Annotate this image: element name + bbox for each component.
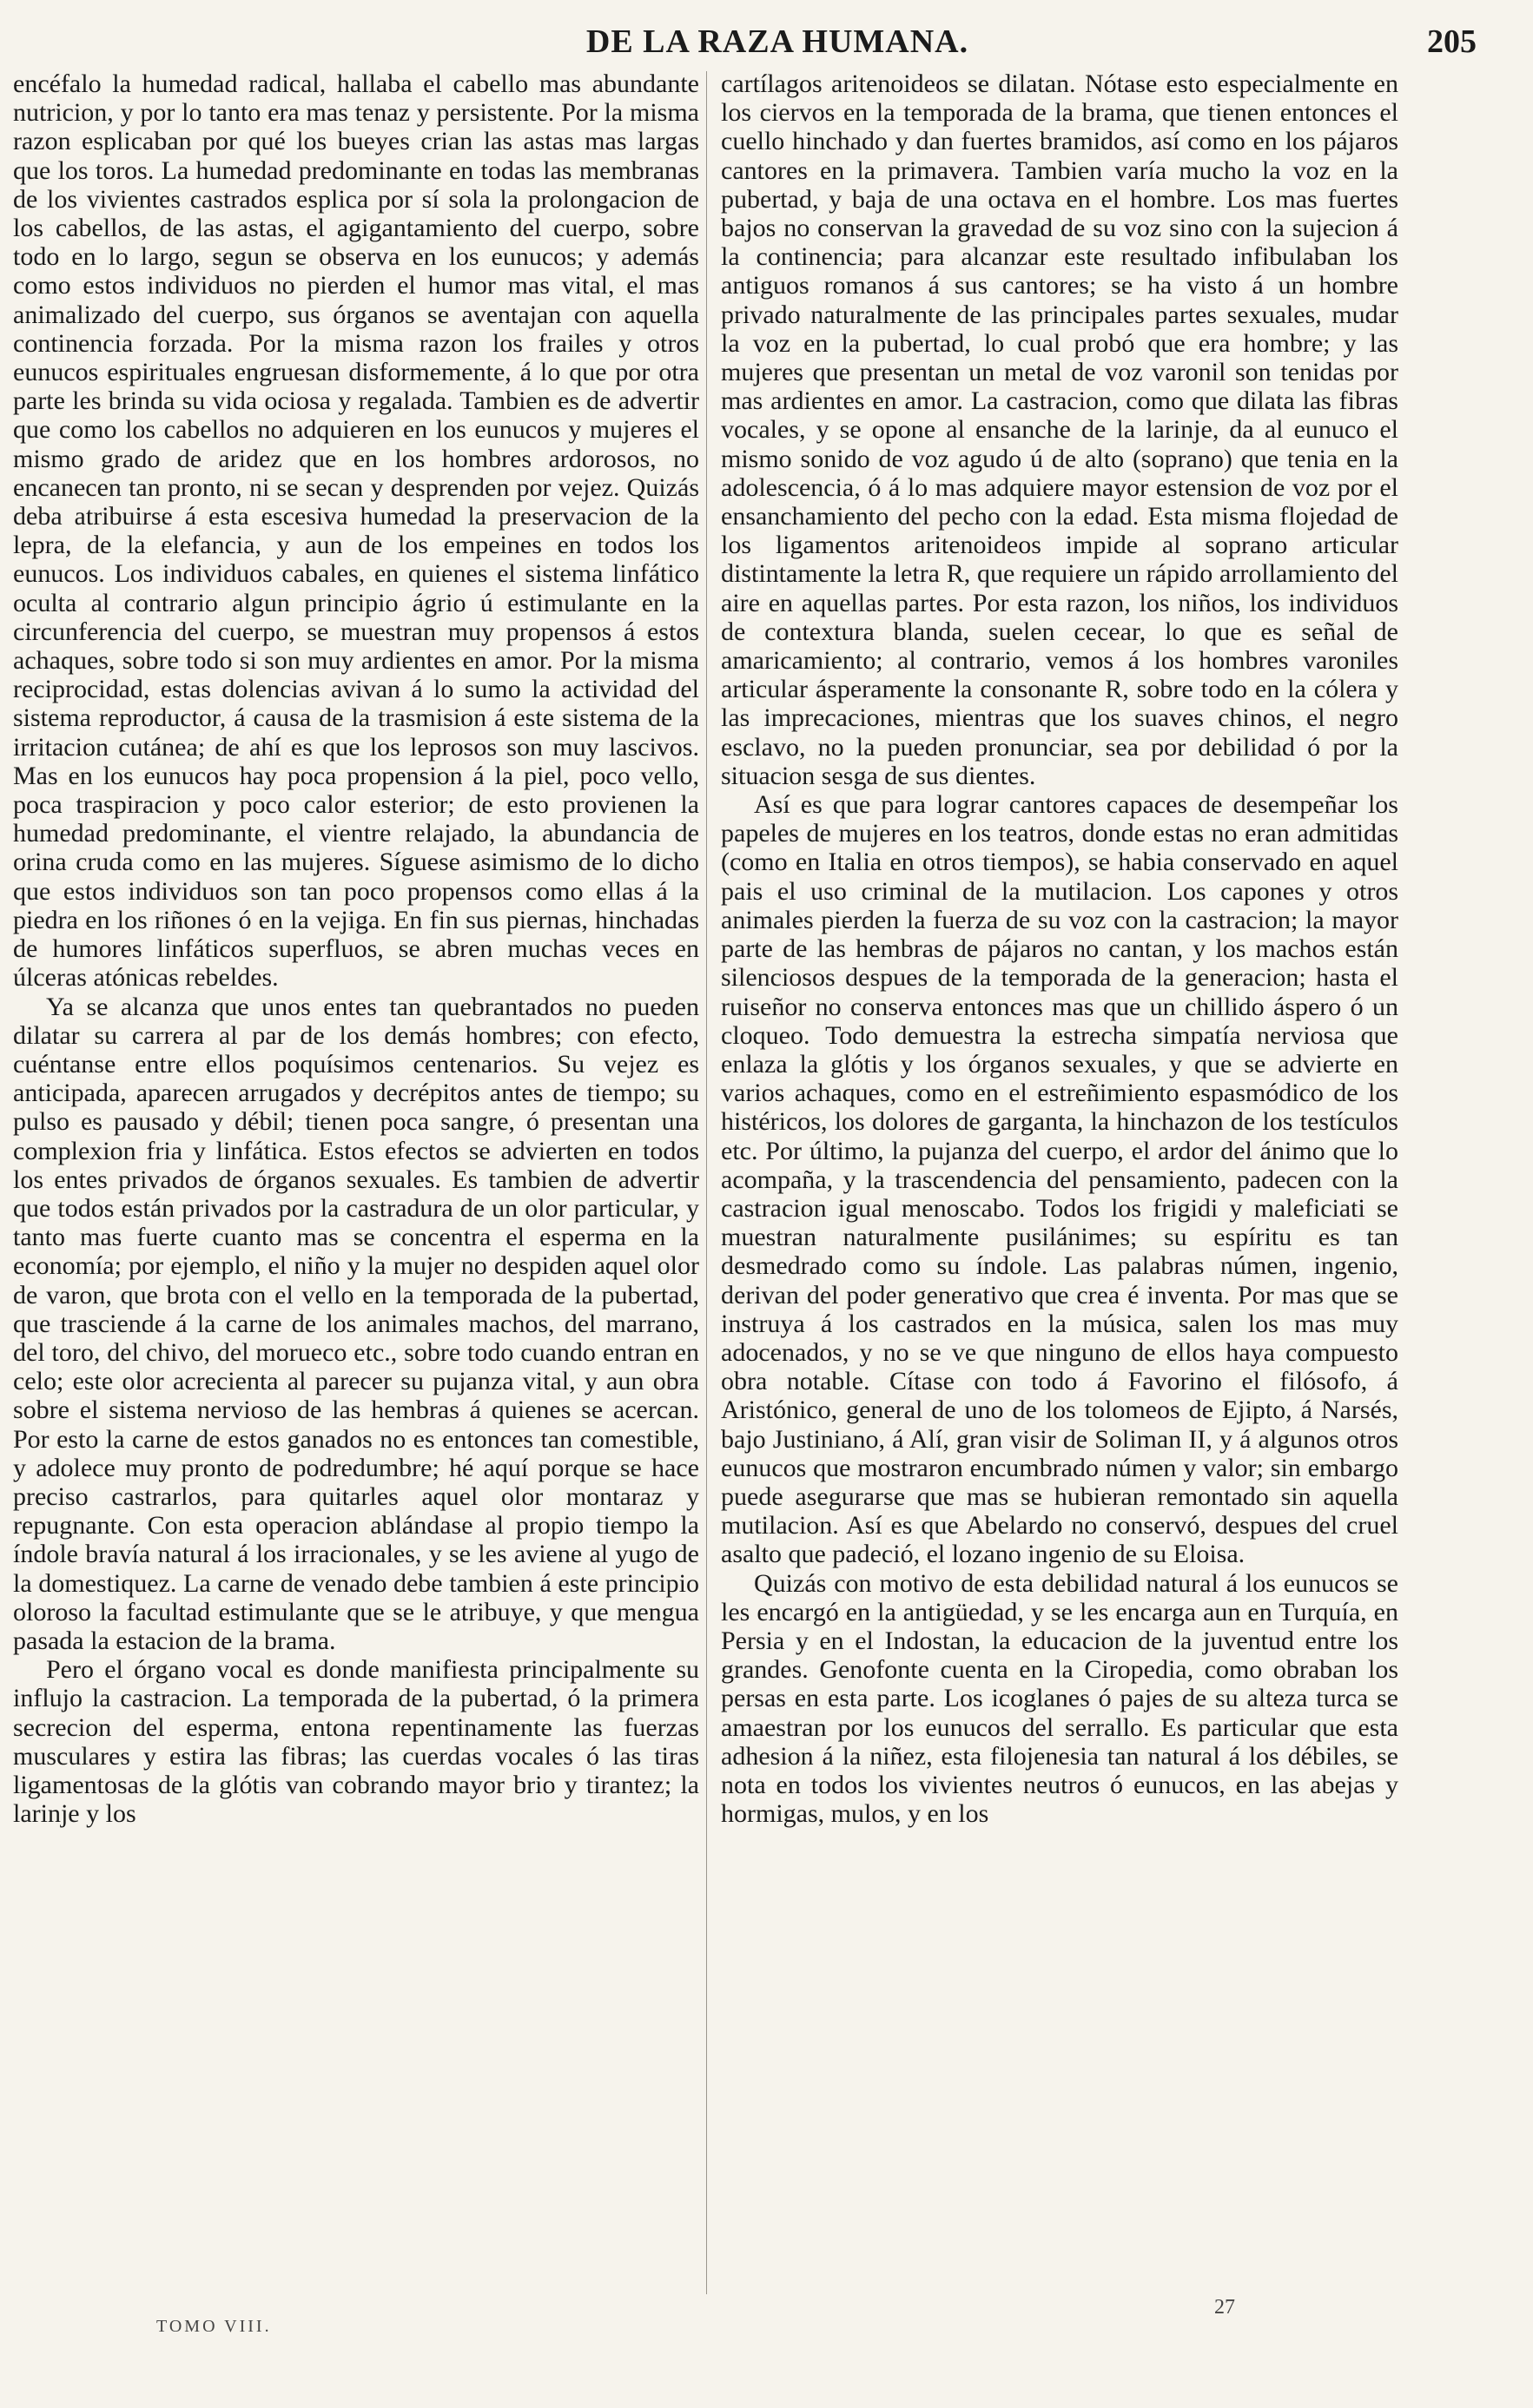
running-title: DE LA RAZA HUMANA. (585, 23, 969, 60)
left-column (13, 69, 699, 2301)
left-paragraph-2: Ya se alcanza que unos entes tan quebrantados no pueden dilatar su carrera al par de los demás hombres; con efecto, cuéntanse entre ellos poquísimos centenarios. Su vejez es anticipada, aparecen arrugados y decrépitos antes de tiempo; su pulso es pausado y débil; tienen poca sangre, ó presentan una complexion fria y linfática. Estos efectos se advierten en todos los entes privados de órganos sexuales. Es tambien de advertir que todos están privados por la castradura de un olor particular, y tanto mas fuerte cuanto mas se concentra el esperma en la economía; por ejemplo, el niño y la mujer no despiden aquel olor de varon, que brota con el vello en la temporada de la pubertad, que trasciende á la carne de los animales machos, del marrano, del toro, del chivo, del morueco etc., sobre todo cuando entran en celo; este olor acrecienta al parecer su pujanza vital, y aun obra sobre el sistema nervioso de las hembras á quienes se acercan. Por esto la carne de estos ganados no es entonces tan comestible, y adolece muy pronto de podredumbre; hé aquí porque se hace preciso castrarlos, para quitarles aquel olor montaraz y repugnante. Con esta operacion ablándase al propio tiempo la índole bravía natural á los irracionales, y se les aviene al yugo de la domestiquez. La carne de venado debe tambien á este principio oloroso la facultad estimulante que se le atribuye, y que mengua pasada la estacion de la brama. (13, 992, 699, 1655)
left-paragraph-1: encéfalo la humedad radical, hallaba el cabello mas abundante nutricion, y por lo tanto era mas tenaz y persistente. Por la misma razon esplicaban por qué los bueyes crian las astas mas largas que los toros. La humedad predominante en todas las membranas de los vivientes castrados esplica por sí sola la prolongacion de los cabellos, de las astas, el agigantamiento del cuerpo, sobre todo en lo largo, segun se observa en los eunucos; y además como estos individuos no pierden el humor mas vital, el mas animalizado del cuerpo, sus órganos se aventajan con aquella continencia forzada. Por la misma razon los frailes y otros eunucos espirituales engruesan disformemente, á lo que por otra parte les brinda su vida ociosa y regalada. Tambien es de advertir que como los cabellos no adquieren en los eunucos y mujeres el mismo grado de aridez que en los hombres ardorosos, no encanecen tan pronto, ni se secan y desprenden por vejez. Quizás deba atribuirse á esta escesiva humedad la preservacion de la lepra, de la elefancia, y aun de los empeines en todos los eunucos. Los individuos cabales, en quienes el sistema linfático oculta al contrario algun principio ágrio ú estimulante en la circunferencia del cuerpo, se muestran muy propensos á estos achaques, sobre todo si son muy ardientes en amor. Por la misma reciprocidad, estas dolencias avivan á lo sumo la actividad del sistema reproductor, á causa de la trasmision á este sistema de la irritacion cutánea; de ahí es que los leprosos son muy lascivos. Mas en los eunucos hay poca propension á la piel, poco vello, poca traspiracion y poco calor esterior; de esto provienen la humedad predominante, el vientre relajado, la abundancia de orina cruda como en las mujeres. Síguese asimismo de lo dicho que estos individuos son tan poco propensos como ellas á la piedra en los riñones ó en la vejiga. En fin sus piernas, hinchadas de humores linfáticos superfluos, se abren muchas veces en úlceras atónicas rebeldes. (13, 69, 699, 993)
right-paragraph-1: cartílagos aritenoideos se dilatan. Nótase esto especialmente en los ciervos en la temporada de la brama, que tienen entonces el cuello hinchado y dan fuertes bramidos, así como en los pájaros cantores en la primavera. Tambien varía mucho la voz en la pubertad, y baja de una octava en el hombre. Los mas fuertes bajos no conservan la gravedad de su voz sino con la sujecion á la continencia; para alcanzar este resultado infibulaban los antiguos romanos á sus cantores; se ha visto á un hombre privado naturalmente de las principales partes sexuales, mudar la voz en la pubertad, lo cual probó que era hombre; y las mujeres que presentan un metal de voz varonil son tenidas por mas ardientes en amor. La castracion, como que dilata las fibras vocales, y se opone al ensanche de la larinje, da al eunuco el mismo sonido de voz agudo ú de alto (soprano) que tenia en la adolescencia, ó á lo mas adquiere mayor estension de voz por el ensanchamiento del pecho con la edad. Esta misma flojedad de los ligamentos aritenoideos impide al soprano articular distintamente la letra R, que requiere un rápido arrollamiento del aire en aquellas partes. Por esta razon, los niños, los individuos de contextura blanda, suelen cecear, lo que es señal de amaricamiento; al contrario, vemos á los hombres varoniles articular ásperamente la consonante R, sobre todo en la cólera y las imprecaciones, mientras que los suaves chinos, el negro esclavo, no la pueden pronunciar, sea por debilidad ó por la situacion sesga de sus dientes. (721, 69, 1398, 790)
right-column (721, 69, 1398, 2301)
right-paragraph-2: Así es que para lograr cantores capaces de desempeñar los papeles de mujeres en los teatros, donde estas no eran admitidas (como en Italia en otros tiempos), se habia conservado en aquel pais el uso criminal de la mutilacion. Los capones y otros animales pierden la fuerza de su voz con la castracion; la mayor parte de las hembras de pájaros no cantan, y los machos están silenciosos despues de la temporada de la generacion; hasta el ruiseñor no conserva entonces mas que un chillido áspero ó un cloqueo. Todo demuestra la estrecha simpatía nerviosa que enlaza la glótis y los órganos sexuales, y que se advierte en varios achaques, como en el estreñimiento espasmódico de los histéricos, los dolores de garganta, la hinchazon de los testículos etc. Por último, la pujanza del cuerpo, el ardor del ánimo que lo acompaña, y la trascendencia del pensamiento, padecen con la castracion igual menoscabo. Todos los frigidi y maleficiati se muestran naturalmente pusilánimes; su espíritu es tan desmedrado como su índole. Las palabras númen, ingenio, derivan del poder generativo que crea é inventa. Por mas que se instruya á los castrados en la música, salen los mas muy adocenados, y no se ve que ninguno de ellos haya compuesto obra notable. Cítase con todo á Favorino el filósofo, á Aristónico, general de uno de los tolomeos de Ejipto, á Narsés, bajo Justiniano, á Alí, gran visir de Soliman II, y á algunos otros eunucos que mostraron encumbrado númen y valor; sin embargo puede asegurarse que mas se hubieran remontado sin aquella mutilacion. Así es que Abelardo no conservó, despues del cruel asalto que padeció, el lozano ingenio de su Eloisa. (721, 790, 1398, 1569)
column-divider (706, 71, 707, 2294)
left-paragraph-3: Pero el órgano vocal es donde manifiesta principalmente su influjo la castracion. La temporada de la pubertad, ó la primera secrecion del esperma, entona repentinamente las fuerzas musculares y estira las fibras; las cuerdas vocales ó las tiras ligamentosas de la glótis van cobrando mayor brio y tirantez; la larinje y los (13, 1655, 699, 1829)
page-number: 205 (1427, 23, 1477, 60)
signature-mark: 27 (1214, 2296, 1235, 2319)
right-paragraph-3: Quizás con motivo de esta debilidad natural á los eunucos se les encargó en la antigüedad, y se les encarga aun en Turquía, en Persia y en el Indostan, la educacion de la juventud entre los grandes. Genofonte cuenta en la Ciropedia, como obraban los persas en esta parte. Los icoglanes ó pajes de su alteza turca se amaestran por los eunucos del serrallo. Es particular que esta adhesion á la niñez, esta filojenesia tan natural á los débiles, se nota en todos los vivientes neutros ó eunucos, en las abejas y hormigas, mulos, y en los (721, 1568, 1398, 1829)
volume-label: TOMO VIII. (156, 2317, 272, 2336)
running-header (78, 19, 1477, 68)
